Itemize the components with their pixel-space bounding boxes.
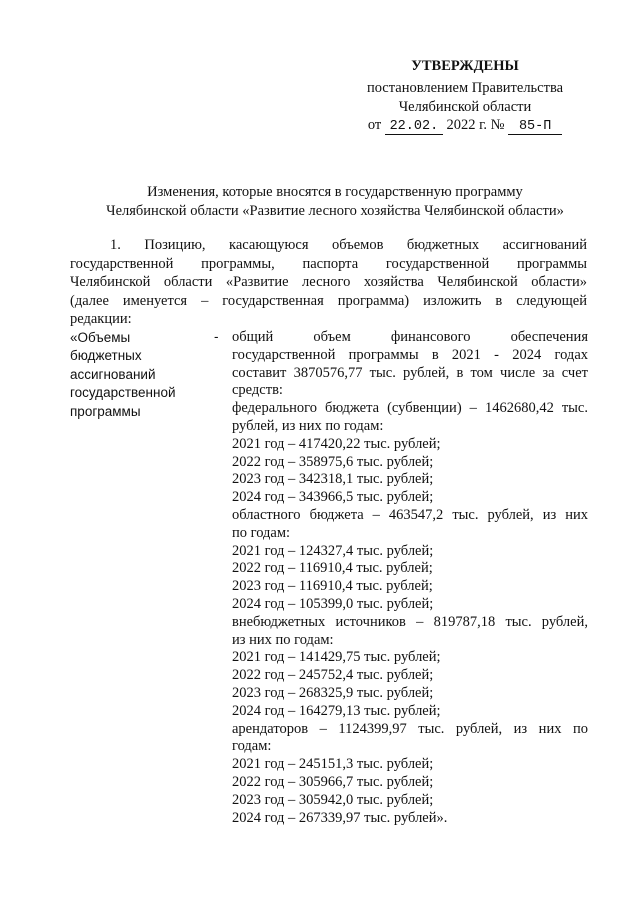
- left-cell-line: «Объемы: [70, 330, 131, 345]
- right-cell-line: 2024 год – 105399,0 тыс. рублей;: [232, 595, 434, 612]
- right-cell-line: областного бюджета – 463547,2 тыс. рублей, из них: [232, 506, 588, 523]
- paragraph-line: 1. Позицию, касающуюся объемов бюджетных ассигнований: [110, 237, 587, 253]
- paragraph-line: редакции:: [70, 311, 132, 327]
- approval-year: 2022 г. №: [446, 117, 505, 133]
- right-cell-line: годам:: [232, 738, 272, 755]
- right-cell-line: 2022 год – 116910,4 тыс. рублей;: [232, 560, 433, 577]
- right-cell-line: 2021 год – 141429,75 тыс. рублей;: [232, 649, 441, 666]
- paragraph-1: [70, 236, 587, 329]
- left-cell-line: программы: [70, 403, 141, 419]
- table-left-cell: [70, 329, 230, 421]
- left-cell-line: ассигнований: [70, 366, 156, 382]
- right-cell-line: 2023 год – 116910,4 тыс. рублей;: [232, 578, 433, 595]
- right-cell-line: 2023 год – 268325,9 тыс. рублей;: [232, 684, 434, 701]
- right-cell-line: из них по годам:: [232, 631, 334, 648]
- right-cell-line: 2022 год – 305966,7 тыс. рублей;: [232, 773, 434, 790]
- right-cell-line: 2023 год – 305942,0 тыс. рублей;: [232, 791, 434, 808]
- approval-title: УТВЕРЖДЕНЫ: [411, 58, 519, 74]
- approval-date: 22.02.: [385, 119, 443, 135]
- document-title-line-2: Челябинской области «Развитие лесного хозяйства Челябинской области»: [106, 203, 564, 219]
- right-cell-line: по годам:: [232, 524, 291, 541]
- left-cell-line: государственной: [70, 385, 176, 401]
- paragraph-line: государственной программы, паспорта государственной программы: [70, 255, 587, 272]
- approval-line-2: Челябинской области: [398, 99, 532, 115]
- right-cell-line: 2024 год – 343966,5 тыс. рублей;: [232, 489, 434, 506]
- left-cell-line: бюджетных: [70, 348, 142, 364]
- right-cell-line: 2024 год – 267339,97 тыс. рублей».: [232, 809, 448, 826]
- right-cell-line: составит 3870576,77 тыс. рублей, в том числе за счет: [232, 364, 588, 381]
- right-cell-line: рублей, из них по годам:: [232, 417, 384, 434]
- right-cell-line: средств:: [232, 382, 283, 399]
- right-cell-line: федерального бюджета (субвенции) – 1462680,42 тыс.: [232, 400, 588, 417]
- right-cell-line: 2021 год – 417420,22 тыс. рублей;: [232, 435, 441, 452]
- approval-number: 85-П: [508, 119, 562, 135]
- right-cell-line: 2022 год – 245752,4 тыс. рублей;: [232, 667, 434, 684]
- right-cell-line: 2021 год – 124327,4 тыс. рублей;: [232, 542, 434, 559]
- approval-line-1: постановлением Правительства: [366, 80, 564, 96]
- approval-from: от: [367, 117, 382, 133]
- right-cell-line: 2022 год – 358975,6 тыс. рублей;: [232, 453, 434, 470]
- paragraph-line: (далее именуется – государственная программа) изложить в следующей: [70, 292, 587, 309]
- document-title-line-1: Изменения, которые вносятся в государственную программу: [147, 184, 523, 200]
- right-cell-line: государственной программы в 2021 - 2024 годах: [232, 346, 588, 363]
- right-cell-line: общий объем финансового обеспечения: [232, 329, 588, 345]
- right-cell-line: 2021 год – 245151,3 тыс. рублей;: [232, 756, 434, 773]
- approval-date-number: [340, 117, 590, 135]
- right-cell-line: внебюджетных источников – 819787,18 тыс. рублей,: [232, 613, 588, 630]
- table-dash: -: [214, 329, 219, 344]
- paragraph-line: Челябинской области «Развитие лесного хозяйства Челябинской области»: [70, 274, 587, 290]
- right-cell-line: 2023 год – 342318,1 тыс. рублей;: [232, 471, 434, 488]
- table-right-cell: [232, 329, 588, 827]
- right-cell-line: 2024 год – 164279,13 тыс. рублей;: [232, 702, 441, 719]
- right-cell-line: арендаторов – 1124399,97 тыс. рублей, из них по: [232, 720, 588, 737]
